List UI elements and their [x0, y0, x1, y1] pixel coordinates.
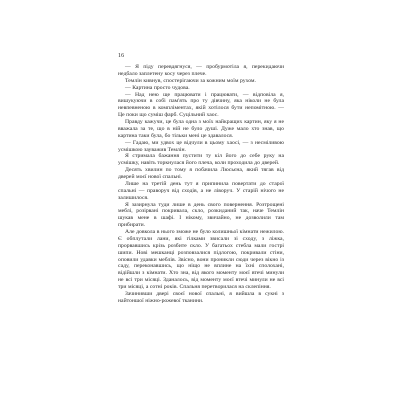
paragraph: Зачинивши двері своєї нової спальні, я вийшла в сукні з найтоншої ніжно-рожевої тканини. — [118, 290, 284, 304]
paragraph: Але довкола в нього зможе не було колишньої кімнати нежилою. Є обплутали лани, які гілками звисали зі сходу, з ліжка, прорвавшись крізь розбите скло. У багатьох стебла мали гострі шипи. Нові мешканці розповзалися підлогою, покривали стіни, оповили удавки меблів. Звісно, вони проникли сюди через вікно із саду, переконавшись, що ніщо не вплине на їхні сполохані, відійшли з кімнати. Хто зна, від якого моменту моєї втечі минули не всі три місяці. Зданалось, від моменту моєї втечі минули не всі три місяці, а сотні років. Спальня перетворилася на склепіння. — [118, 229, 284, 290]
paragraph: Я стримала бажання пустити ту кіл його до себе руку на усмішку, навіть торкнулася його плеча, коли проходила до дверей. — [118, 153, 284, 167]
paragraph: Темлін кивнув, спостерігаючи за кожним моїм рухом. — [125, 77, 256, 84]
page-number: 16 — [118, 53, 125, 59]
paragraph: Лише на третій день тут я припинила повертати до старої спальні — праворуч від сходів, а не ліворуч. У старій нічого не залишилося. — [118, 180, 284, 201]
body-text — [118, 64, 284, 305]
paragraph: — Я піду перевдягнуся, — пробурмотіла я, перекидаючи недбало заплетену косу через плече. — [118, 64, 284, 77]
paragraph: Десять хвилин по тому я побачила Люсьєна, який тягав від дверей моєї нової спальні. — [118, 167, 284, 180]
paragraph: — Картина просто чудова. — [125, 84, 190, 91]
paragraph: Правду кажучи, це була одна з моїх найкращих картин, яку я не вважала за те, що в ній не було душі. Дуже мало хто знав, що картина таки була, бо тільки мені це здавалося. — [118, 119, 284, 139]
paragraph: — Гадаю, ми удвох це відчули в цьому хаосі, — з несміливою усмішкою зауважив Темлін. — [118, 139, 284, 153]
paragraph: — Над нею ще працювати і працювати, — відповіла я, вишукуючи в собі пам'ять про ту дівчину, яка ніколи не була невпевненою в компліментах, якій хотілося бути непомітною. — Це поки що суміш фарб. Суцільний хаос. — [118, 91, 284, 119]
paragraph: Я зазирнула туди лише в день свого повернення. Розтрощені меблі, розірвані покривала, скло, розкиданий так, наче Темлін шукав мене в шафі. І нікому, звичайно, не дозволили там прибирати. — [118, 201, 284, 229]
